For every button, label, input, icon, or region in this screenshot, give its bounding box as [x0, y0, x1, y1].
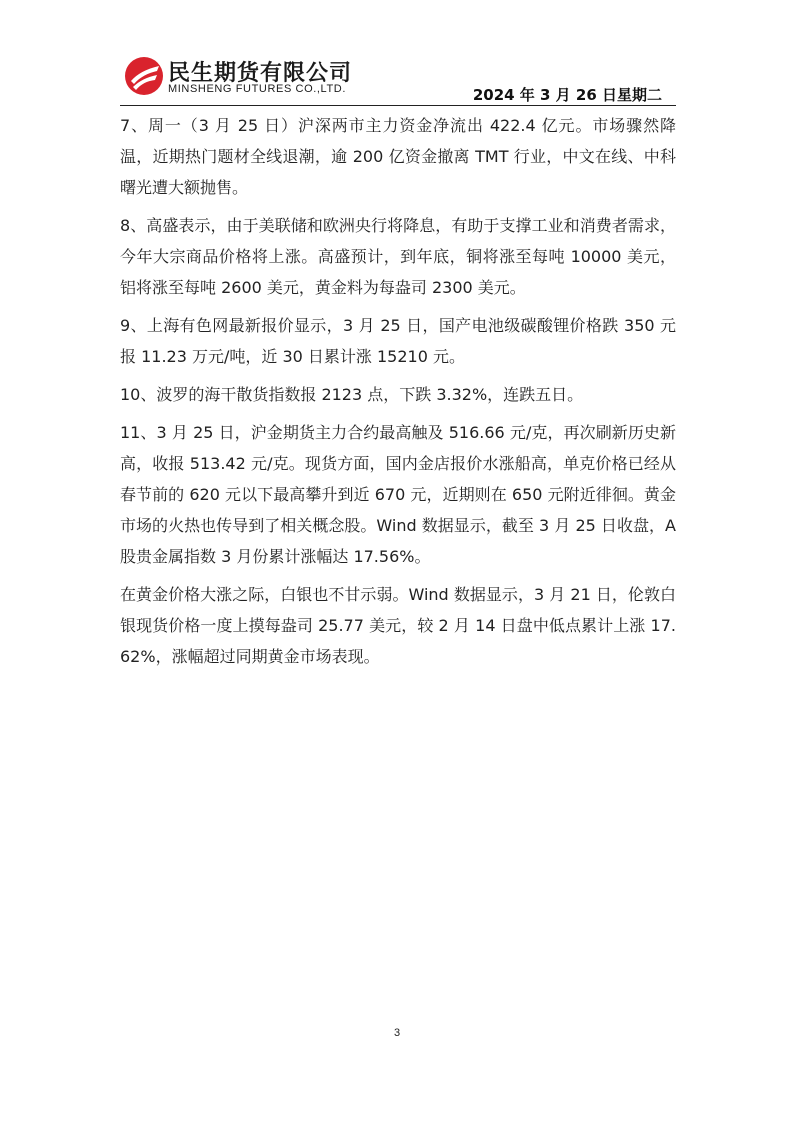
header-divider	[120, 105, 676, 106]
minsheng-logo-icon	[122, 54, 166, 98]
company-logo	[122, 52, 372, 102]
logo-english-name: MINSHENG FUTURES CO.,LTD.	[168, 83, 346, 95]
news-item-11-continued: 在黄金价格大涨之际，白银也不甘示弱。Wind 数据显示，3 月 21 日，伦敦白银现货价格一度上摸每盎司 25.77 美元，较 2 月 14 日盘中低点累计上涨 17.62%，涨幅超过同期黄金市场表现。	[120, 585, 676, 666]
news-item-11: 11、3 月 25 日，沪金期货主力合约最高触及 516.66 元/克，再次刷新历史新高，收报 513.42 元/克。现货方面，国内金店报价水涨船高，单克价格已经从春节前的 620 元以下最高攀升到近 670 元，近期则在 650 元附近徘徊。黄金市场的火热也传导到了相关概念股。Wind 数据显示，截至 3 月 25 日收盘，A 股贵金属指数 3 月份累计涨幅达 17.56%。	[120, 423, 676, 566]
logo-chinese-name: 民生期货有限公司	[168, 61, 353, 86]
news-item-10: 10、波罗的海干散货指数报 2123 点，下跌 3.32%，连跌五日。	[120, 385, 584, 404]
news-item-9: 9、上海有色网最新报价显示，3 月 25 日，国产电池级碳酸锂价格跌 350 元报 11.23 万元/吨，近 30 日累计涨 15210 元。	[120, 316, 676, 366]
page-number: 3	[393, 1027, 401, 1039]
header-date: 2024 年 3 月 26 日星期二	[472, 86, 662, 104]
news-item-7: 7、周一（3 月 25 日）沪深两市主力资金净流出 422.4 亿元。市场骤然降温，近期热门题材全线退潮，逾 200 亿资金撤离 TMT 行业，中文在线、中科曙光遭大额抛售。	[120, 116, 676, 197]
news-body	[120, 110, 676, 679]
news-item-8: 8、高盛表示，由于美联储和欧洲央行将降息，有助于支撑工业和消费者需求，今年大宗商品价格将上涨。高盛预计，到年底，铜将涨至每吨 10000 美元，铝将涨至每吨 2600 美元，黄金料为每盎司 2300 美元。	[120, 216, 676, 297]
